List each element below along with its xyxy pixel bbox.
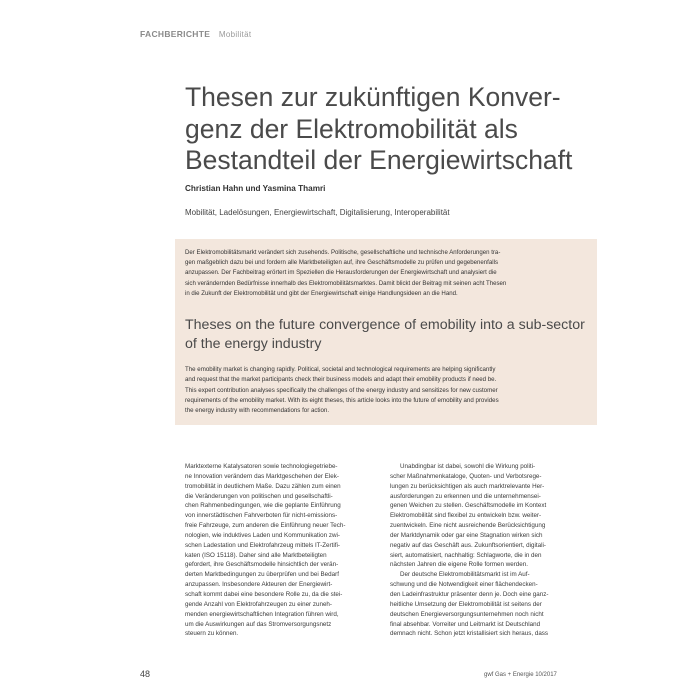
body-line: gefordert, ihre Geschäftsmodelle hinsichtlich der verän- [185, 561, 339, 569]
body-line: genen Weichen zu stellen. Geschäftsmodelle im Kontext [390, 502, 547, 510]
body-line: gende Anzahl von Elektrofahrzeugen zu einer zuneh- [185, 600, 332, 608]
body-line: final absehbar. Vorreiter und Leitmarkt ist Deutschland [390, 620, 541, 628]
abstract-de-line: anzupassen. Der Fachbeitrag erörtert im Speziellen die Herausforderungen der Energiewirtschaft und analysiert die [185, 269, 497, 277]
body-line: Der deutsche Elektromobilitätsmarkt ist im Auf- [400, 571, 530, 579]
body-line: freie Fahrzeuge, zum anderen die Einführung neuer Tech- [185, 522, 346, 530]
body-line: derten Marktbedingungen zu überprüfen und bei Bedarf [185, 571, 339, 579]
abstract-de-line: sich verändernden Bedürfnisse innerhalb des Elektromobilitätsmarktes. Damit blickt der Beitrag mit seinen acht Thesen [185, 279, 507, 287]
body-line: deutschen Energieversorgungsunternehmen noch nicht [390, 610, 544, 618]
abstract-en-line: This expert contribution analyses specifically the challenges of the energy industry and sensitizes for new customer [185, 386, 498, 394]
body-line: katen (ISO 15118). Daher sind alle Marktbeteiligten [185, 551, 327, 559]
body-line: die Veränderungen von politischen und gesellschaftli- [185, 492, 333, 500]
body-line: scher Maßnahmenkataloge, Quoten- und Verbotsrege- [390, 472, 542, 480]
page-number: 48 [140, 669, 151, 679]
body-line: menden energiewirtschaftlichen Integration führen wird, [185, 610, 339, 618]
body-line: siert, automatisiert, nachhaltig: Schlagworte, die in den [390, 551, 542, 559]
body-line: um die Auswirkungen auf das Stromversorgungsnetz [185, 620, 332, 628]
abstract-en-line: and request that the market participants check their business models and adapt their emobility products if need be. [185, 376, 497, 384]
abstract-de-line: Der Elektromobilitätsmarkt verändert sich zusehends. Politische, gesellschaftliche und technische Anforderungen tra- [185, 249, 501, 256]
body-line: den Ladeinfrastruktur präsenter denn je. Doch eine ganz- [390, 590, 549, 598]
body-column-left [185, 462, 363, 639]
abstract-en-line: the energy industry with recommendations for action. [185, 407, 330, 415]
section-category: FACHBERICHTE [140, 29, 211, 39]
abstract-de-line: in die Zukunft der Elektromobilität und gibt der Energiewirtschaft einige Handlungsideen an die Hand. [185, 289, 458, 297]
english-title-line: Theses on the future convergence of emobility into a sub-sector [185, 317, 585, 333]
body-column-right [390, 462, 568, 639]
abstract-de-line: gen maßgeblich dazu bei und fordern alle Marktbeteiligten auf, ihre Geschäftsmodelle zu prüfen und gegebenenfalls [185, 259, 499, 267]
body-line: von innerstädtischen Fahrverboten für nicht-emissions- [185, 512, 338, 520]
body-line: chen Rahmenbedingungen, wie die geplante Einführung [185, 502, 341, 510]
body-line: steuern zu können. [185, 630, 239, 638]
body-line: nächsten Jahren die eigene Rolle formen werden. [390, 561, 528, 569]
abstract-en-line: requirements of the emobility market. With its eight theses, this article looks into the future of emobility and provides [185, 396, 499, 404]
english-title [185, 316, 589, 353]
article-keywords: Mobilität, Ladelösungen, Energiewirtschaft, Digitalisierung, Interoperabilität [185, 208, 450, 217]
section-header [140, 29, 251, 39]
body-line: tromobilität in deutlichem Maße. Dazu zählen zum einen [185, 482, 341, 490]
title-line: genz der Elektromobilität als [185, 113, 518, 144]
body-paragraph [390, 570, 568, 639]
body-line: zuentwickeln. Eine nicht ausreichende Berücksichtigung [390, 522, 546, 530]
body-line: Marktexterne Katalysatoren sowie technologiegetriebe- [185, 463, 338, 470]
title-line: Bestandteil der Energiewirtschaft [185, 145, 573, 175]
body-line: ne Innovation verändern das Marktgeschehen der Elek- [185, 472, 339, 480]
body-line: ausforderungen zu erkennen und die unternehmensei- [390, 492, 541, 500]
article-title [185, 82, 605, 177]
abstract-en-line: The emobility market is changing rapidly. Political, societal and technological requirements are helping significantly [185, 366, 496, 373]
body-line: lungen zu berücksichtigen als auch marktrelevante Her- [390, 482, 545, 490]
body-line: nologien, wie induktives Laden und Kommunikation zwi- [185, 531, 340, 539]
body-line: demnach nicht. Schon jetzt kristallisiert sich heraus, dass [390, 630, 549, 638]
abstract-box [175, 239, 597, 425]
body-line: der Marktdynamik oder gar eine Stagnation wirken sich [390, 531, 543, 539]
article-authors: Christian Hahn und Yasmina Thamri [185, 184, 326, 193]
abstract-english [185, 365, 589, 416]
section-subcategory: Mobilität [218, 30, 252, 39]
body-line: anzupassen. Insbesondere Akteuren der Energiewirt- [185, 581, 333, 589]
abstract-german [185, 248, 589, 299]
body-line: negativ auf das Geschäft aus. Zukunftsorientiert, digitali- [390, 541, 546, 549]
body-paragraph [390, 462, 568, 570]
body-line: Unabdingbar ist dabei, sowohl die Wirkung politi- [400, 463, 536, 470]
english-title-line: of the energy industry [185, 335, 322, 352]
body-line: schwung und die Notwendigkeit einer flächendecken- [390, 581, 538, 589]
body-line: Elektromobilität sind flexibel zu entwickeln bzw. weiter- [390, 512, 542, 520]
publication-source: gwf Gas + Energie 10/2017 [484, 672, 557, 678]
title-line: Thesen zur zukünftigen Konver- [185, 82, 561, 112]
body-line: heitliche Umsetzung der Elektromobilität ist seitens der [390, 600, 542, 608]
body-line: schen Ladestation und Elektrofahrzeug mittels IT-Zertifi- [185, 541, 340, 549]
body-line: schaft kommt dabei eine besondere Rolle zu, da die stei- [185, 590, 343, 598]
body-paragraph [185, 462, 363, 639]
